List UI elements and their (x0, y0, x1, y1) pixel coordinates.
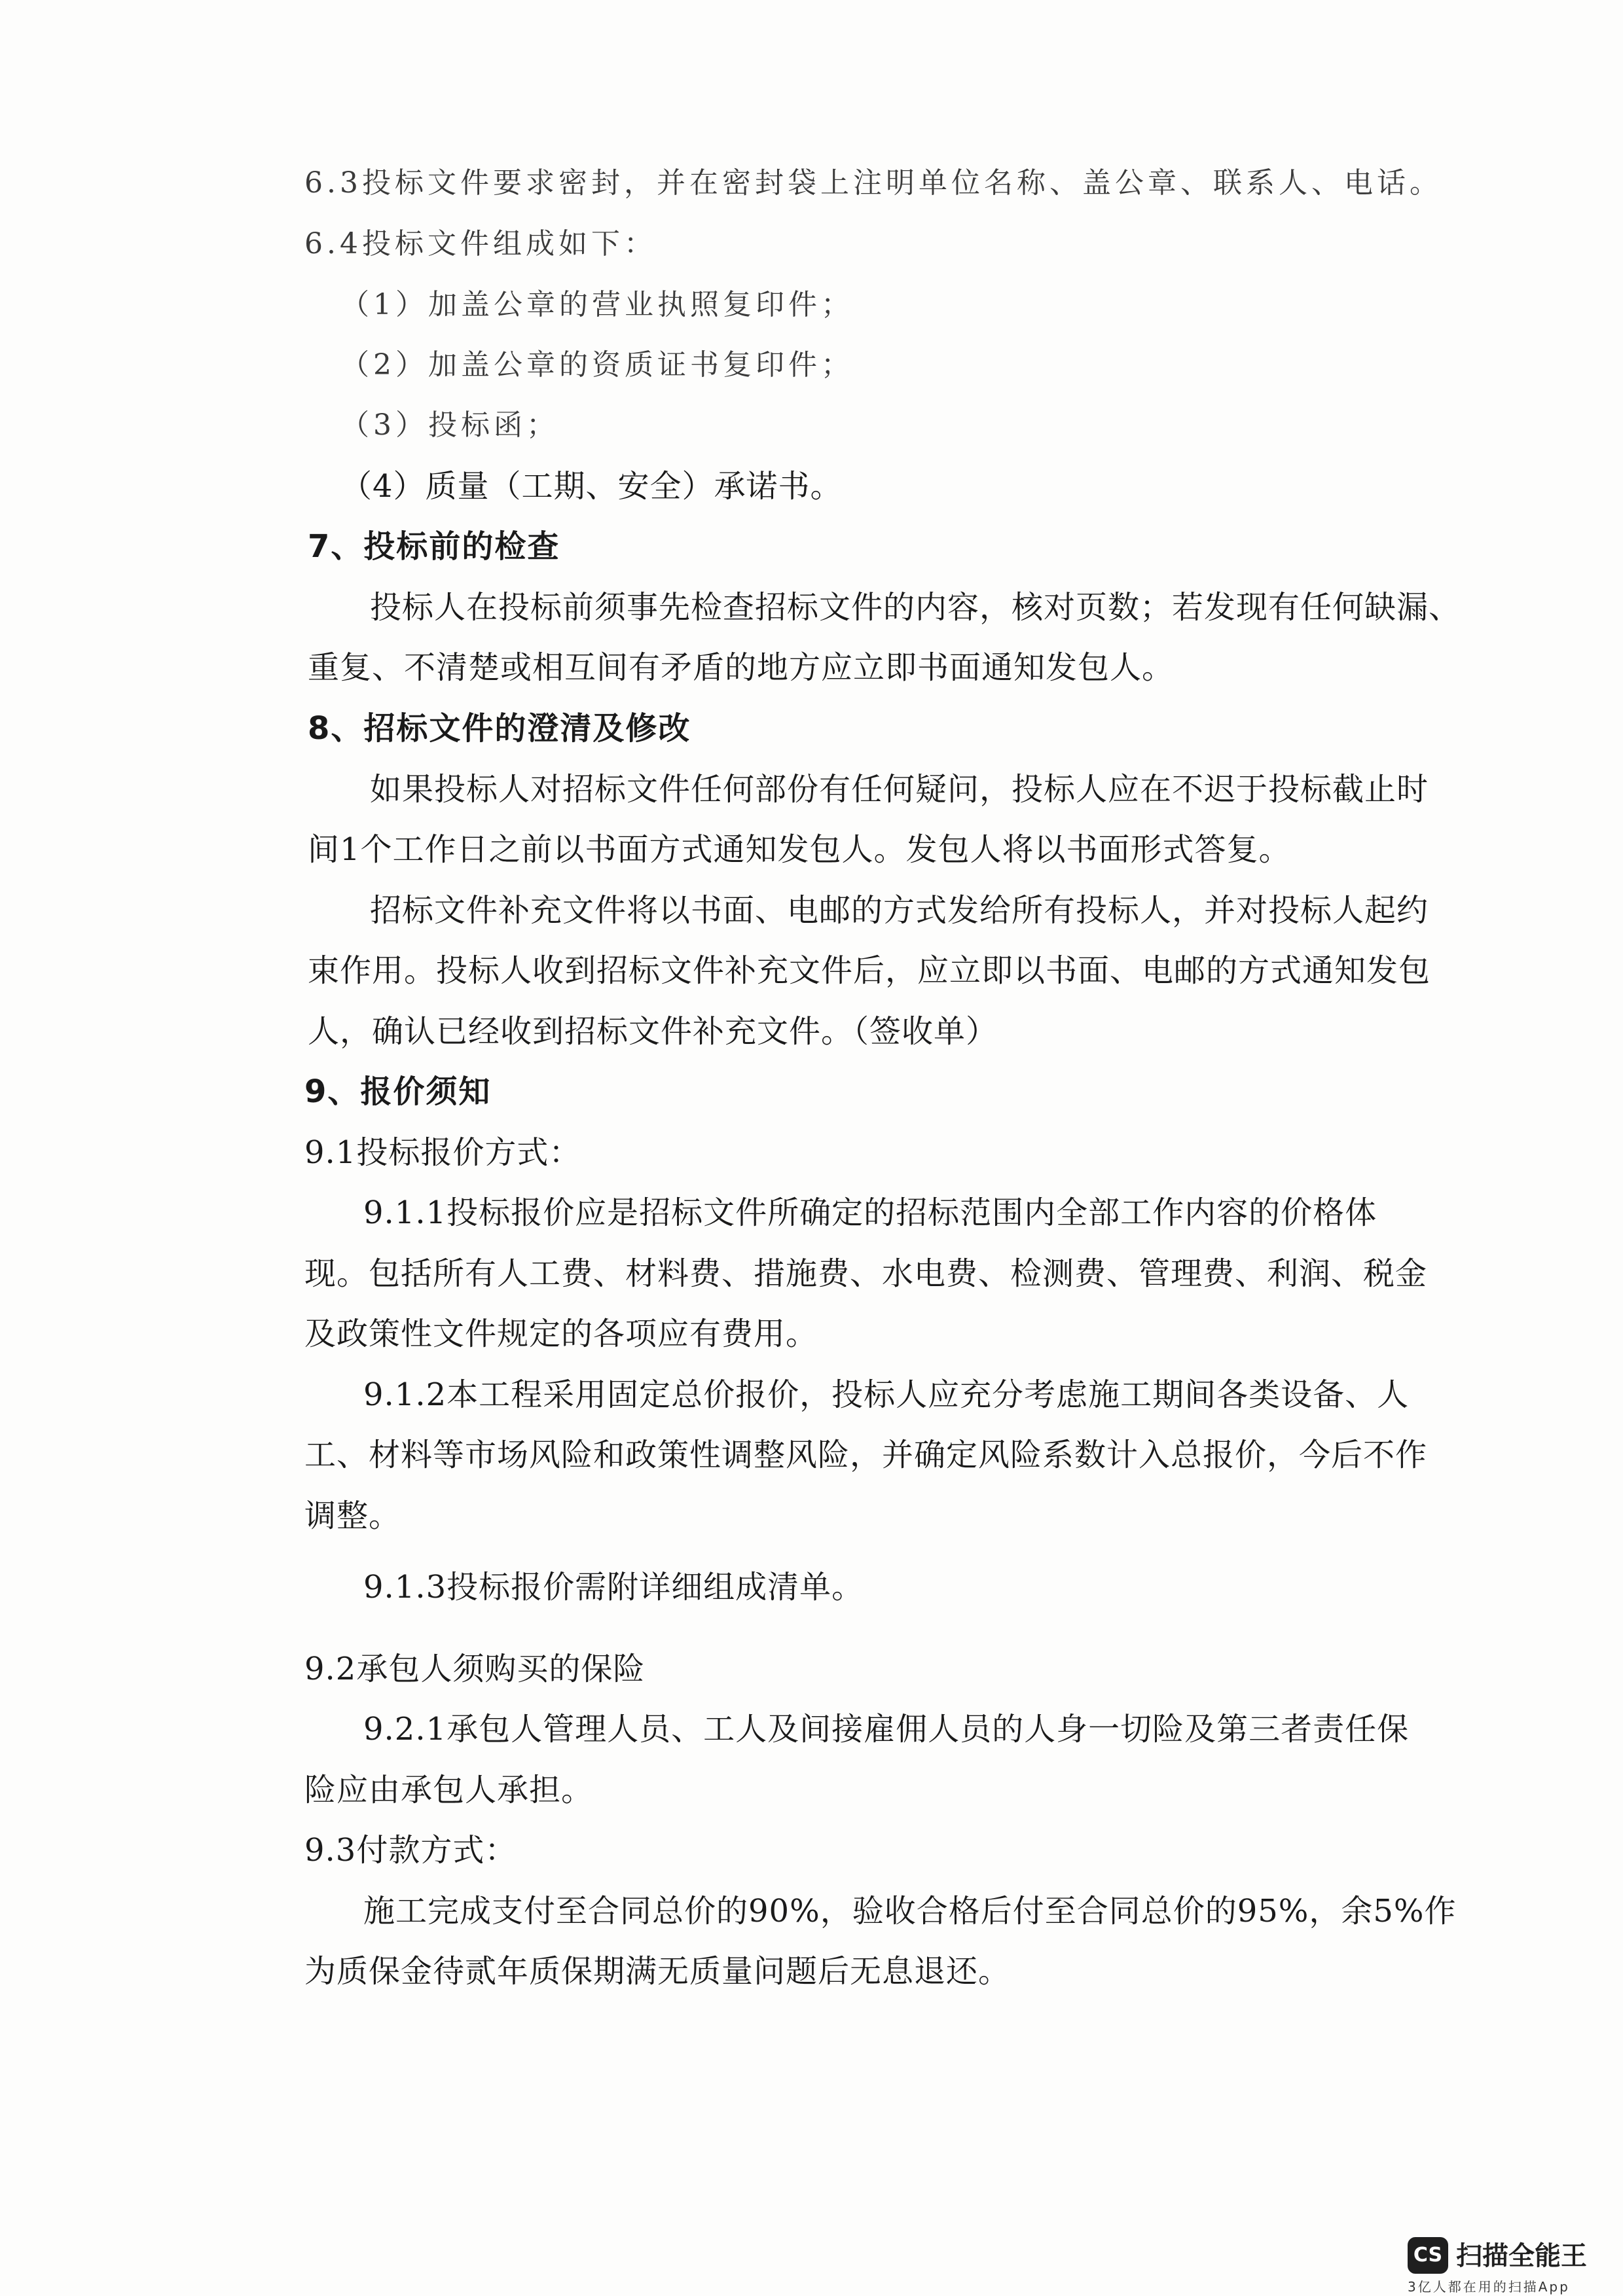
paragraph-line: 现。包括所有人工费、材料费、措施费、水电费、检测费、管理费、利润、税金 (304, 1255, 1428, 1292)
paragraph-line: 束作用。投标人收到招标文件补充文件后，应立即以书面、电邮的方式通知发包 (308, 952, 1431, 989)
paragraph-line: 为质保金待贰年质保期满无质量问题后无息退还。 (304, 1953, 1011, 1990)
list-item-4: （4）质量（工期、安全）承诺书。 (340, 468, 843, 505)
clause-9-3: 9.3付款方式： (304, 1832, 517, 1869)
section-heading-9: 9、报价须知 (304, 1073, 492, 1110)
watermark-app-name: 扫描全能王 (1456, 2241, 1587, 2271)
list-item-3: （3）投标函； (340, 408, 559, 442)
clause-9-1: 9.1投标报价方式： (304, 1134, 581, 1171)
paragraph-line: 投标人在投标前须事先检查招标文件的内容，核对页数；若发现有任何缺漏、 (370, 589, 1461, 626)
clause-6-4: 6.4投标文件组成如下： (304, 227, 657, 260)
clause-9-2-1: 9.2.1承包人管理人员、工人及间接雇佣人员的人身一切险及第三者责任保 (363, 1711, 1410, 1748)
list-item-2: （2）加盖公章的资质证书复印件； (340, 348, 854, 382)
watermark-tagline: 3亿人都在用的扫描App (1408, 2279, 1570, 2295)
paragraph-line: 施工完成支付至合同总价的90%，验收合格后付至合同总价的95%，余5%作 (363, 1893, 1457, 1929)
clause-9-1-3: 9.1.3投标报价需附详细组成清单。 (363, 1569, 864, 1605)
clause-6-3: 6.3投标文件要求密封，并在密封袋上注明单位名称、盖公章、联系人、电话。 (304, 166, 1442, 200)
paragraph-line: 及政策性文件规定的各项应有费用。 (304, 1316, 818, 1352)
paragraph-line: 调整。 (304, 1498, 401, 1534)
list-item-1: （1）加盖公章的营业执照复印件； (340, 288, 854, 321)
clause-9-1-2: 9.1.2本工程采用固定总价报价，投标人应充分考虑施工期间各类设备、人 (363, 1376, 1410, 1413)
clause-9-1-1: 9.1.1投标报价应是招标文件所确定的招标范围内全部工作内容的价格体 (363, 1194, 1377, 1231)
paragraph-line: 间1个工作日之前以书面方式通知发包人。发包人将以书面形式答复。 (308, 831, 1291, 868)
scanner-watermark (1408, 2237, 1604, 2296)
section-heading-8: 8、招标文件的澄清及修改 (308, 710, 691, 747)
camscanner-logo: CS (1408, 2237, 1448, 2274)
paragraph-line: 人，确认已经收到招标文件补充文件。（签收单） (308, 1013, 998, 1050)
section-heading-7: 7、投标前的检查 (308, 528, 560, 565)
paragraph-line: 招标文件补充文件将以书面、电邮的方式发给所有投标人，并对投标人起约 (370, 892, 1429, 929)
paragraph-line: 工、材料等市场风险和政策性调整风险，并确定风险系数计入总报价，今后不作 (304, 1437, 1428, 1473)
paragraph-line: 如果投标人对招标文件任何部份有任何疑问，投标人应在不迟于投标截止时 (370, 771, 1429, 808)
clause-9-2: 9.2承包人须购买的保险 (304, 1651, 646, 1687)
paragraph-line: 重复、不清楚或相互间有矛盾的地方应立即书面通知发包人。 (308, 649, 1175, 686)
paragraph-line: 险应由承包人承担。 (304, 1772, 594, 1808)
